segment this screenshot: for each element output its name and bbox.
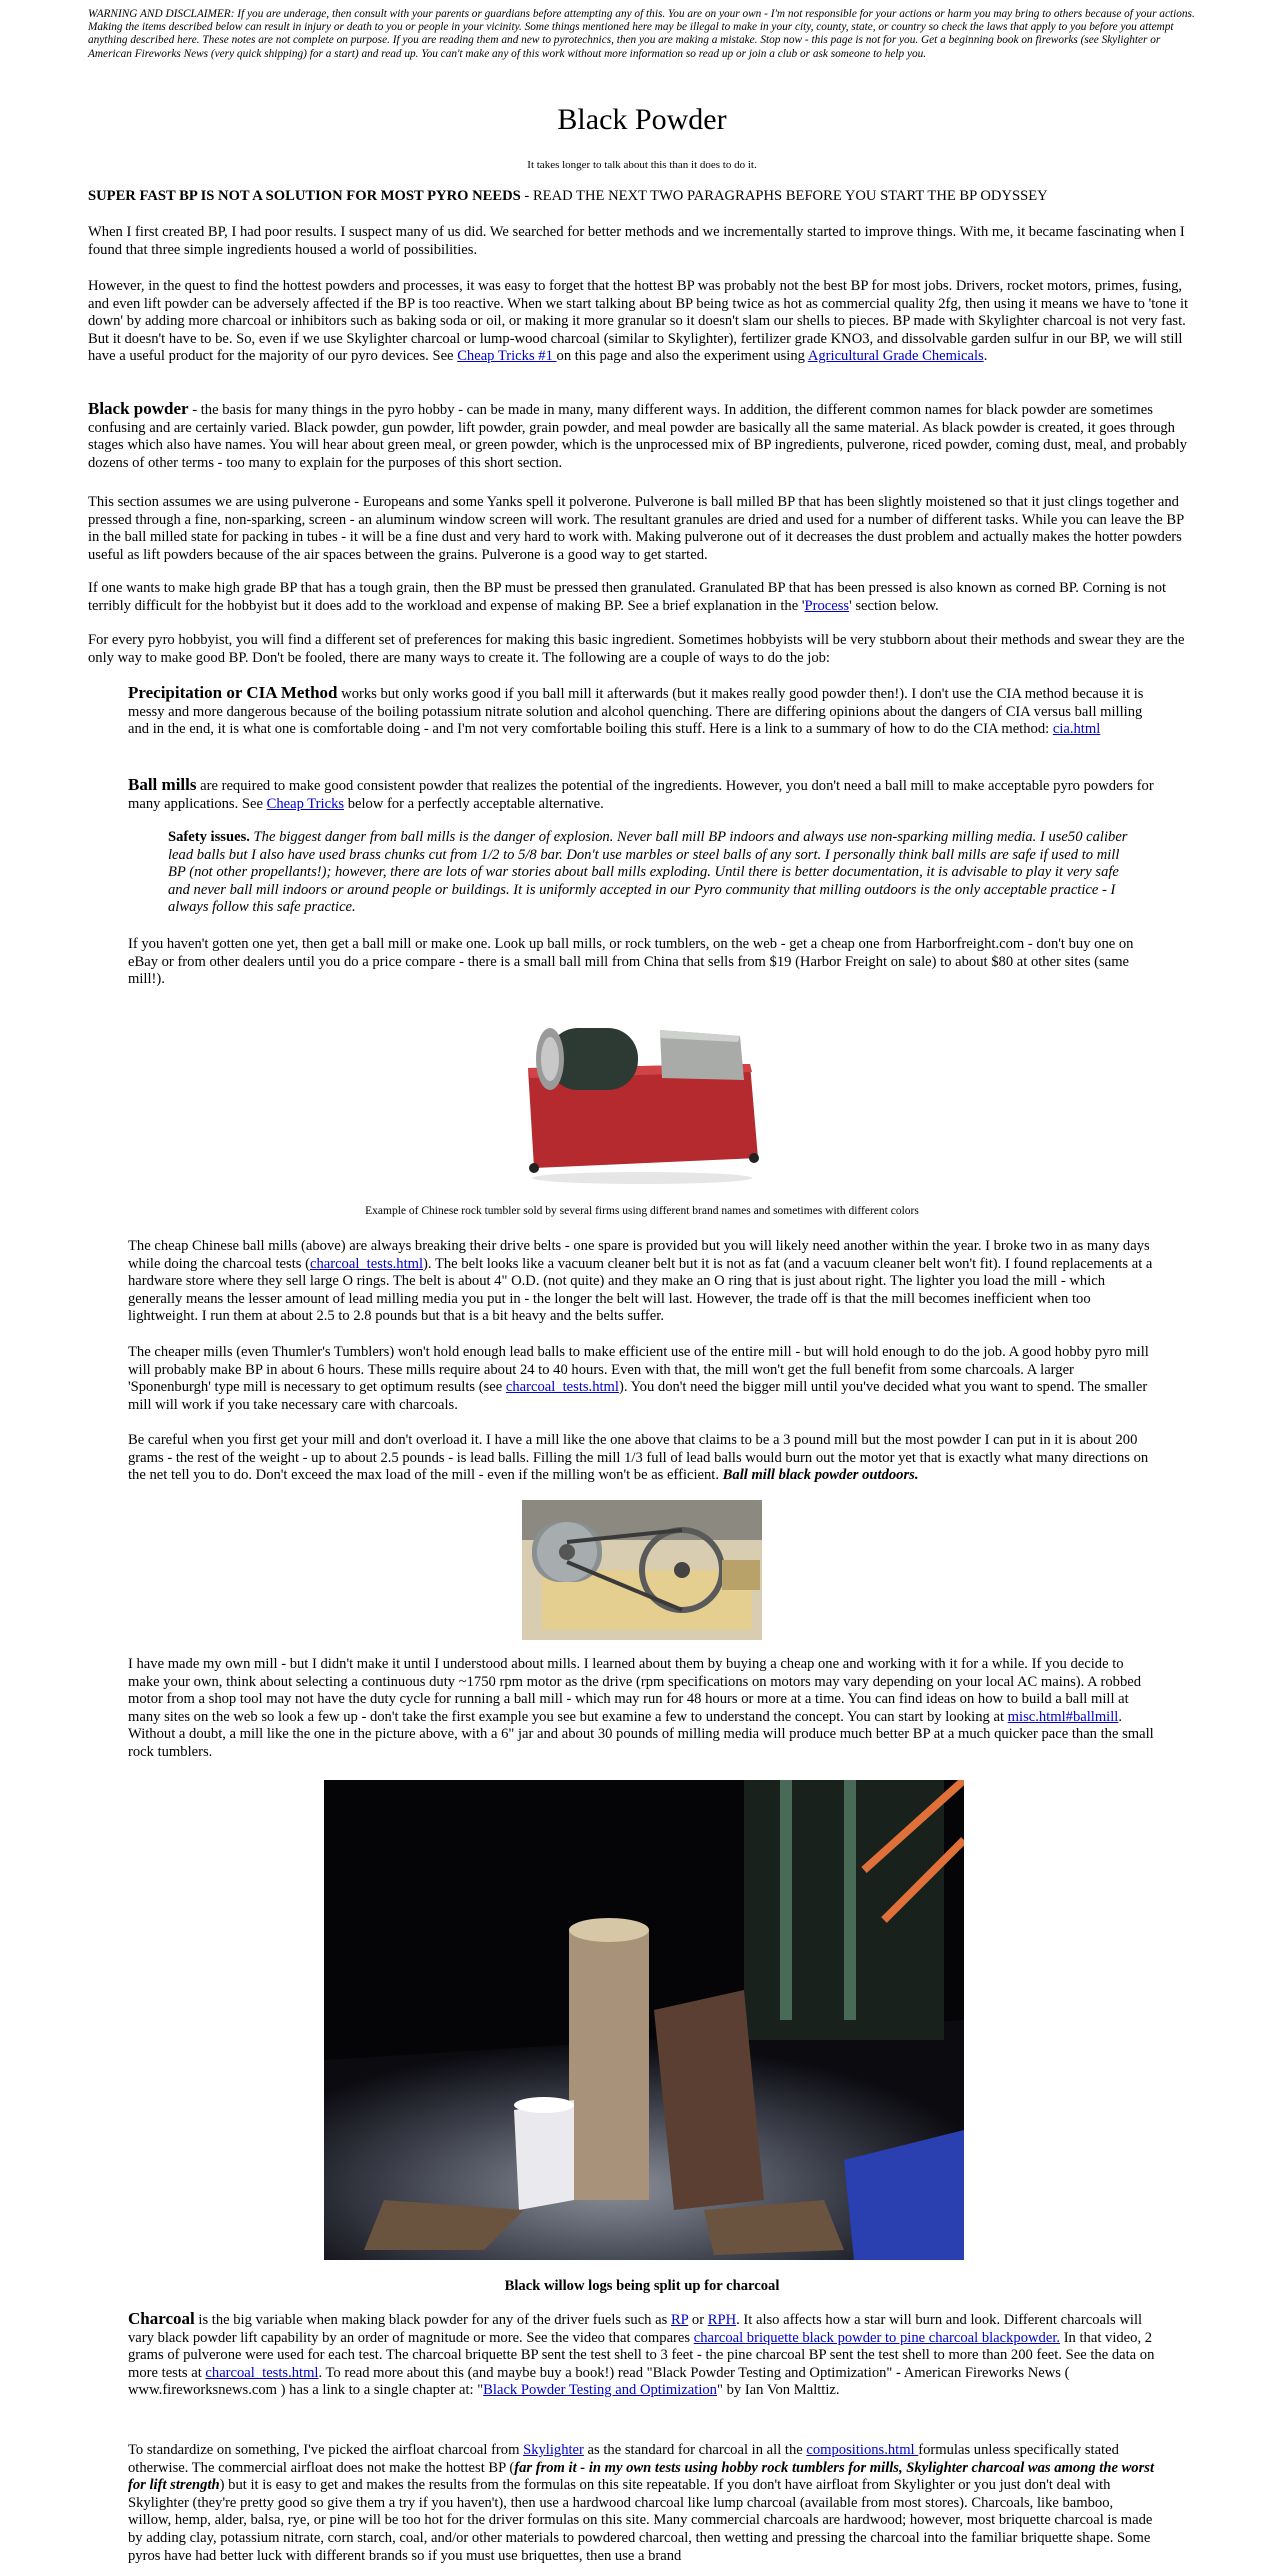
cia-paragraph: Precipitation or CIA Method works but only works good if you ball mill it afterwards (but it makes really good powder then!). I don't use the CIA method because it is messy and more dangerous because of the boiling potassium nitrate solution and alcohol quenching. There are differing opinions about the dangers of CIA versus ball milling and in the end, it is what one is comfortable doing - and I'm not very comfortable boiling this stuff. Here is a link to a summary of how to do the CIA method: cia.html (128, 683, 1144, 738)
safety-lead: Safety issues. (168, 829, 250, 845)
disclaimer-text: If you are underage, then consult with your parents or guardians before attempting any of this. You are on your own - I'm not responsible for your actions or harm you may bring to others because of your actions. Making the items described below can result in injury or death to you or people in your vicinity. Some things mentioned here may be illegal to make in your city, county, state, or country so check the laws that apply to you before you attempt anything described here. These notes are not complete on purpose. If you are reading them and new to pyrotechnics, then you are making a mistake. Stop now - this page is not for you. Get a beginning book on fireworks (see Skylighter or American Fireworks News (very quick shipping) for a start) and read up. You can't make any of this work without more information so read up or join a club or ask someone to help you. (88, 8, 1195, 60)
safety-paragraph: Safety issues. The biggest danger from ball mills is the danger of explosion. Never ball mill BP indoors and always use non-sparking milling media. I use50 caliber lead balls but I also have used brass chunks cut from 1/2 to 5/8 bar. Don't use marbles or steel balls of any sort. I personally think ball mills are safe if used to mill BP (not other propellants!); however, there are lots of war stories about ball mills exploding. Until there is better documentation, it is advisable to play it very safe and never ball mill indoors or around people or buildings. It is uniformly accepted in our Pyro community that milling outdoors is the only acceptable practice - I always follow this safe practice. (168, 829, 1128, 916)
rock-tumbler-image (522, 1008, 762, 1188)
pulverone-paragraph: This section assumes we are using pulverone - Europeans and some Yanks spell it polverone. Pulverone is ball milled BP that has been slightly moistened so that it just clings together and pressed through a fine, non-sparking, screen - an aluminum window screen will work. The resultant granules are dried and used for a number of different tasks. While you can leave the BP in the ball milled state for packing in tubes - it will be a fine dust and very hard to work with. Making pulverone out of it decreases the dust problem and actually makes the hotter powders useful as lift powders because of the air spaces between the grains. Pulverone is a good way to get started. (88, 494, 1184, 563)
charcoal-tests-link-3[interactable]: charcoal_tests.html (205, 2364, 319, 2381)
own-mill-paragraph: I have made my own mill - but I didn't make it until I understood about mills. I learned about them by buying a cheap one and working with it for a while. If you decide to make your own, think about selecting a continuous duty ~1750 rpm motor as the drive (rpm specifications on motors may vary depending on your local AC mains). A robbed motor from a shop tool may not have the duty cycle for running a ball mill - which may run for 48 hours or more at a time. You can find ideas on how to build a ball mill at many sites on the web so look a few up - don't take the first example you see but examine a few to understand the concept. You can start by looking at misc.html#ballmill. Without a doubt, a mill like the one in the picture above, with a 6" jar and about 30 pounds of milling media will produce much better BP at a much quicker pace than the small rock tumblers. (128, 1656, 1154, 1760)
black-powder-term: Black powder (88, 399, 189, 418)
willow-logs-illustration (324, 1780, 964, 2260)
superfast-bold: SUPER FAST BP IS NOT A SOLUTION FOR MOST PYRO NEEDS (88, 188, 521, 204)
charcoal-tests-link-2[interactable]: charcoal_tests.html (505, 1379, 619, 1396)
process-link[interactable]: Process (804, 597, 850, 614)
compositions-link[interactable]: compositions.html (806, 2442, 919, 2458)
cheaper-mills-paragraph: The cheaper mills (even Thumler's Tumblers) won't hold enough lead balls to make efficient use of the entire mill - but will hold enough to do the job. A good hobby pyro mill will probably make BP in about 6 hours. These mills require about 24 to 40 hours. Even with that, the mill won't get the full benefit from some charcoals. A larger 'Sponenburgh' type mill is necessary to get optimum results (see charcoal_tests.html). You don't need the bigger mill until you've decided what you want to spend. The smaller mill will work if you take necessary care with charcoals. (128, 1344, 1149, 1413)
standardize-paragraph: To standardize on something, I've picked the airfloat charcoal from Skylighter as the standard for charcoal in all the compositions.html formulas unless specifically stated otherwise. The commercial airfloat does not make the hottest BP (far from it - in my own tests using hobby rock tumblers for mills, Skylighter charcoal was among the worst for lift strength) but it is easy to get and makes the results from the formulas on this site repeatable. If you don't have airfloat from Skylighter or you just don't deal with Skylighter (they're pretty good so give them a try if you haven't), then use a hardwood charcoal like lump charcoal (available from most stores). Charcoals, like bamboo, willow, hemp, alder, balsa, rye, or pine will be too hot for the driver formulas on this site. Many commercial charcoals are hardwood; however, most briquette charcoal is made by adding clay, potassium nitrate, corn starch, coal, and/or other materials to powdered charcoal, then wetting and pressing the charcoal into the familiar briquette shape. Some pyros have had better luck with different brands so if you must use briquettes, then use a brand (128, 2442, 1155, 2564)
charcoal-term: Charcoal (128, 2309, 195, 2328)
charcoal-paragraph: Charcoal is the big variable when making black powder for any of the driver fuels such as RP or RPH. It also affects how a star will burn and look. Different charcoals will vary black powder lift capability by an order of magnitude or more. See the video that compares charcoal briquette black powder to pine charcoal blackpowder. In that video, 2 grams of pulverone were used for each test. The charcoal briquette BP sent the test shell to 3 feet - the pine charcoal BP sent the test shell to more than 200 feet. See the data on more tests at charcoal_tests.html. To read more about this (and maybe buy a book!) read "Black Powder Testing and Optimization" - American Fireworks News ( www.fireworksnews.com ) has a link to a single chapter at: "Black Powder Testing and Optimization" by Ian Von Malttiz. (128, 2309, 1155, 2399)
agricultural-chemicals-link[interactable]: Agricultural Grade Chemicals (807, 348, 984, 365)
ball-mills-paragraph: Ball mills are required to make good consistent powder that realizes the potential of the ingredients. However, you don't need a ball mill to make acceptable pyro powders for many applications. See Cheap Tricks below for a perfectly acceptable alternative. (128, 775, 1154, 812)
first-paragraph: When I first created BP, I had poor results. I suspect many of us did. We searched for better methods and we incrementally started to improve things. With me, it became fascinating when I found that three simple ingredients housed a world of possibilities. (88, 224, 1185, 258)
however-paragraph: However, in the quest to find the hottest powders and processes, it was easy to forget that the hottest BP was probably not the best BP for most jobs. Drivers, rocket motors, primes, fusing, and even lift powder can be adversely affected if the BP is too reactive. When we start talking about BP being twice as hot as commercial quality 2fg, then using it means we have to 'tone it down' by adding more charcoal or inhibitors such as baking soda or oil, or making it more granular so it doesn't slam our shells to pieces. BP made with Skylighter charcoal is not very fast. But it doesn't have to be. So, even if we use Skylighter charcoal or lump-wood charcoal (similar to Skylighter), fertilizer grade KNO3, and dissolvable garden sulfur in our BP, we will still have a useful product for the majority of our pyro devices. See Cheap Tricks #1 on this page and also the experiment using Agricultural Grade Chemicals. (88, 278, 1189, 365)
rp-link[interactable]: RP (670, 2312, 689, 2328)
charcoal-tests-link-1[interactable]: charcoal_tests.html (309, 1255, 424, 1272)
rph-link[interactable]: RPH (707, 2312, 737, 2328)
cheap-tricks-link[interactable]: Cheap Tricks (266, 795, 345, 812)
willow-logs-photo (324, 1780, 964, 2260)
misc-ballmill-link[interactable]: misc.html#ballmill (1007, 1708, 1119, 1725)
willow-caption: Black willow logs being split up for charcoal (504, 2278, 780, 2294)
briquette-vs-pine-video-link[interactable]: charcoal briquette black powder to pine charcoal blackpowder. (693, 2329, 1061, 2346)
superfast-paragraph: SUPER FAST BP IS NOT A SOLUTION FOR MOST PYRO NEEDS - READ THE NEXT TWO PARAGRAPHS BEFORE YOU START THE BP ODYSSEY (88, 188, 1048, 204)
homemade-mill-illustration (522, 1500, 762, 1640)
high-grade-paragraph: If one wants to make high grade BP that has a tough grain, then the BP must be pressed then granulated. Granulated BP that has been pressed is also known as corned BP. Corning is not terribly difficult for the hobbyist but it does add to the workload and expense of making BP. See a brief explanation in the 'Process' section below. (88, 580, 1167, 614)
every-hobbyist-paragraph: For every pyro hobbyist, you will find a different set of preferences for making this basic ingredient. Sometimes hobbyists will be very stubborn about their methods and swear they are the only way to make good BP. Don't be fooled, there are many ways to create it. The following are a couple of ways to do the job: (88, 632, 1185, 666)
outdoors-warning: Ball mill black powder outdoors. (722, 1467, 919, 1484)
disclaimer-lead: WARNING AND DISCLAIMER: (88, 8, 235, 20)
page-subtitle: It takes longer to talk about this than it does to do it. (527, 159, 757, 171)
tumbler-caption: Example of Chinese rock tumbler sold by several firms using different brand names and sometimes with different colors (365, 1205, 919, 1217)
page-title: Black Powder (557, 103, 727, 136)
skylighter-link[interactable]: Skylighter (523, 2442, 584, 2458)
cheap-chinese-mills-paragraph: The cheap Chinese ball mills (above) are always breaking their drive belts - one spare is provided but you will likely need another within the year. I broke two in as many days while doing the charcoal tests (charcoal_tests.html). The belt looks like a vacuum cleaner belt but it is not as fat (and a vacuum cleaner belt won't fit). I found replacements at a hardware store where they sell large O rings. The belt is about 4" O.D. (not quite) and they make an O ring that is just about right. The lighter you load the mill - which generally means the lesser amount of lead milling media you put in - the longer the belt will last. However, the trade off is that the mill becomes inefficient when too lightweight. I run them at about 2.5 to 2.8 pounds but that is a bit heavy and the belts suffer. (128, 1238, 1153, 1325)
ball-mills-term: Ball mills (128, 775, 197, 794)
bp-testing-optimization-link[interactable]: Black Powder Testing and Optimization (483, 2382, 717, 2399)
disclaimer (88, 8, 1198, 61)
skylighter-worst-note: far from it - in my own tests using hobby rock tumblers for mills, Skylighter charcoal was among the worst for lift strength (128, 2459, 1155, 2494)
homemade-mill-image (522, 1500, 762, 1640)
cia-link[interactable]: cia.html (1052, 721, 1101, 738)
get-ball-mill-paragraph: If you haven't gotten one yet, then get a ball mill or make one. Look up ball mills, or rock tumblers, on the web - get a cheap one from Harborfreight.com - don't buy one on eBay or from other dealers until you do a price compare - there is a small ball mill from China that sells from $19 (Harbor Freight on sale) to about $80 at other sites (same mill!). (128, 936, 1134, 988)
cia-term: Precipitation or CIA Method (128, 683, 338, 702)
black-powder-paragraph: Black powder - the basis for many things in the pyro hobby - can be made in many, many different ways. In addition, the different common names for black powder are sometimes confusing and are certainly varied. Black powder, gun powder, lift powder, grain powder, and meal powder are basically all the same material. As black powder is created, it goes through stages which also have names. You will hear about green meal, or green powder, which is the unprocessed mix of BP ingredients, pulverone, riced powder, coming dust, meal, and probably dozens of other terms - too many to explain for the purposes of this short section. (88, 399, 1188, 471)
rock-tumbler-illustration (522, 1008, 762, 1188)
cheap-tricks-1-link[interactable]: Cheap Tricks #1 (457, 348, 557, 365)
careful-paragraph: Be careful when you first get your mill and don't overload it. I have a mill like the one above that claims to be a 3 pound mill but the most powder I can put in it is about 200 grams - the rest of the weight - up to about 2.5 pounds - is lead balls. Filling the mill 1/3 full of lead balls would burn out the motor yet that is exactly what many directions on the net tell you to do. Don't exceed the max load of the mill - even if the milling won't be as efficient. Ball mill black powder outdoors. (128, 1432, 1149, 1484)
